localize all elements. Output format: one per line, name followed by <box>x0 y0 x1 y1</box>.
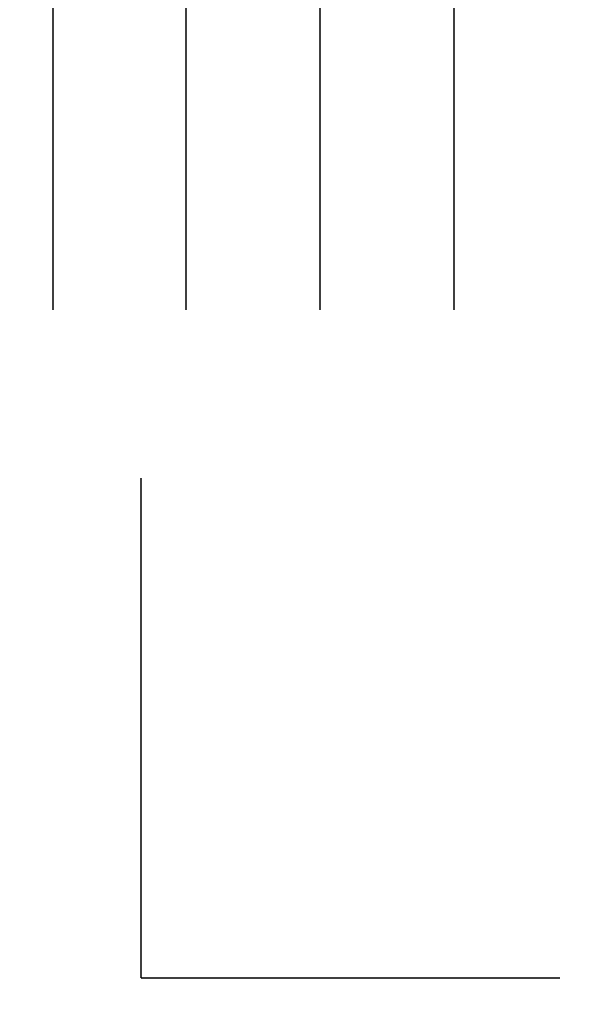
bottom-chart <box>141 478 560 978</box>
top-chart <box>53 8 454 310</box>
